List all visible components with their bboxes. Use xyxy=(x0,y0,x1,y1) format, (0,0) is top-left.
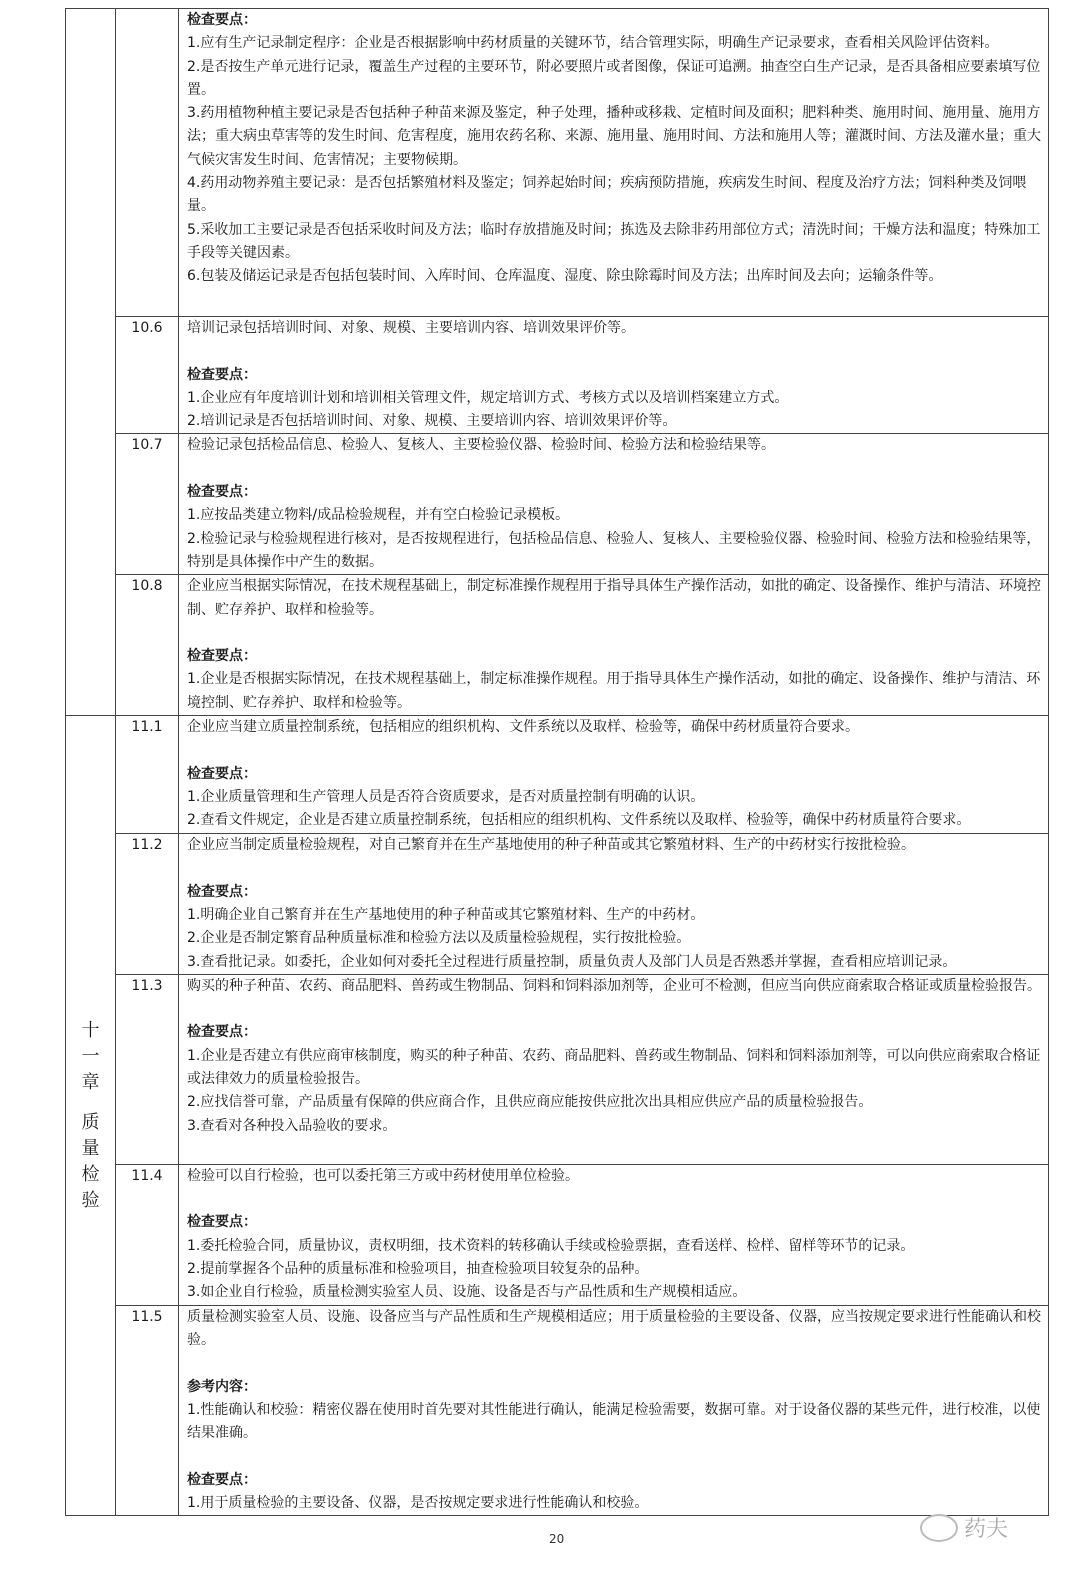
paragraph: 3.如企业自行检验，质量检测实验室人员、设施、设备是否与产品性质和生产规模相适应。 xyxy=(187,1284,747,1301)
table-row xyxy=(66,716,1049,834)
clause-number: 11.5 xyxy=(116,1305,179,1516)
paragraph: 2.培训记录是否包括培训时间、对象、规模、主要培训内容、培训效果评价等。 xyxy=(187,413,677,430)
clause-number: 11.3 xyxy=(116,974,179,1164)
clause-content xyxy=(179,974,1049,1164)
section-heading: 检查要点： xyxy=(187,1214,257,1231)
clause-content xyxy=(179,317,1049,434)
paragraph xyxy=(187,458,1042,481)
chapter-10-cell xyxy=(66,9,116,716)
paragraph: 1.应有生产记录制定程序：企业是否根据影响中药材质量的关键环节，结合管理实际，明确生产记录要求，查看相关风险评估资料。 xyxy=(187,35,999,52)
table-row xyxy=(66,1305,1049,1516)
clause-number: 11.4 xyxy=(116,1164,179,1305)
section-heading: 检查要点： xyxy=(187,484,257,501)
table-row xyxy=(66,834,1049,975)
paragraph: 检验可以自行检验，也可以委托第三方或中药材使用单位检验。 xyxy=(187,1167,579,1184)
table-row xyxy=(66,434,1049,575)
paragraph: 检验记录包括检品信息、检验人、复核人、主要检验仪器、检验时间、检验方法和检验结果等。 xyxy=(187,437,775,454)
chapter-label-char xyxy=(66,1096,115,1110)
paragraph xyxy=(187,340,1042,363)
clause-content xyxy=(179,834,1049,975)
chapter-label-char: 章 xyxy=(81,1071,100,1093)
clause-number: 10.8 xyxy=(116,575,179,716)
section-heading: 参考内容： xyxy=(187,1378,257,1395)
section-heading: 检查要点： xyxy=(187,883,257,900)
section-heading: 检查要点： xyxy=(187,648,257,665)
table-row xyxy=(66,317,1049,434)
paragraph xyxy=(187,998,1042,1021)
paragraph: 1.企业应有年度培训计划和培训相关管理文件，规定培训方式、考核方式以及培训档案建立方式。 xyxy=(187,389,789,406)
paragraph: 2.检验记录与检验规程进行核对，是否按规程进行，包括检品信息、检验人、复核人、主要检验仪器、检验时间、检验方法和检验结果等，特别是具体操作中产生的数据。 xyxy=(187,530,1041,570)
paragraph: 3.药用植物种植主要记录是否包括种子种苗来源及鉴定，种子处理，播种或移栽、定植时间及面积；肥料种类、施用时间、施用量、施用方法；重大病虫草害等的发生时间、危害程度，施用农药名称、来源、施用量、施用时间、方法和施用人等；灌溉时间、方法及灌水量；重大气候灾害发生时间、危害情况；主要物候期。 xyxy=(187,105,1041,168)
paragraph: 4.药用动物养殖主要记录：是否包括繁殖材料及鉴定；饲养起始时间；疾病预防措施，疾病发生时间、程度及治疗方法；饲料种类及饲喂量。 xyxy=(187,175,1027,215)
paragraph: 3.查看批记录。如委托，企业如何对委托全过程进行质量控制，质量负责人及部门人员是否熟悉并掌握，查看相应培训记录。 xyxy=(187,953,957,970)
paragraph: 2.是否按生产单元进行记录，覆盖生产过程的主要环节，附必要照片或者图像，保证可追溯。抽查空白生产记录，是否具备相应要素填写位置。 xyxy=(187,58,1041,98)
chapter-label-char: 验 xyxy=(81,1189,100,1211)
paragraph: 1.企业是否根据实际情况，在技术规程基础上，制定标准操作规程。用于指导具体生产操作活动，如批的确定、设备操作、维护与清洁、环境控制、贮存养护、取样和检验等。 xyxy=(187,671,1041,711)
paragraph: 1.用于质量检验的主要设备、仪器，是否按规定要求进行性能确认和校验。 xyxy=(187,1494,649,1511)
paragraph: 2.提前掌握各个品种的质量标准和检验项目，抽查检验项目较复杂的品种。 xyxy=(187,1261,649,1278)
table-row xyxy=(66,575,1049,716)
paragraph: 1.企业是否建立有供应商审核制度，购买的种子种苗、农药、商品肥料、兽药或生物制品、饲料和饲料添加剂等，可以向供应商索取合格证或法律效力的质量检验报告。 xyxy=(187,1047,1041,1088)
inspection-table xyxy=(65,8,1049,1516)
paragraph: 2.查看文件规定，企业是否建立质量控制系统，包括相应的组织机构、文件系统以及取样、检验等，确保中药材质量符合要求。 xyxy=(187,812,971,829)
paragraph xyxy=(187,739,1042,762)
table-row xyxy=(66,9,1049,317)
paragraph: 企业应当根据实际情况，在技术规程基础上，制定标准操作规程用于指导具体生产操作活动，如批的确定、设备操作、维护与清洁、环境控制、贮存养护、取样和检验等。 xyxy=(187,578,1041,618)
clause-number: 10.6 xyxy=(116,317,179,434)
clause-content xyxy=(179,1164,1049,1305)
paragraph: 质量检测实验室人员、设施、设备应当与产品性质和生产规模相适应；用于质量检验的主要设备、仪器，应当按规定要求进行性能确认和校验。 xyxy=(187,1308,1041,1348)
watermark xyxy=(920,1512,1008,1543)
paragraph: 企业应当建立质量控制系统，包括相应的组织机构、文件系统以及取样、检验等，确保中药材质量符合要求。 xyxy=(187,719,859,736)
watermark-text: 药夫 xyxy=(964,1517,1009,1542)
chapter-label-char: 十 xyxy=(81,1019,100,1041)
clause-content xyxy=(179,9,1049,317)
clause-number: 11.2 xyxy=(116,834,179,975)
wechat-icon xyxy=(920,1514,958,1542)
paragraph: 6.包装及储运记录是否包括包装时间、入库时间、仓库温度、湿度、除虫除霉时间及方法；出库时间及去向；运输条件等。 xyxy=(187,268,943,285)
paragraph: 2.企业是否制定繁育品种质量标准和检验方法以及质量检验规程，实行按批检验。 xyxy=(187,930,691,947)
paragraph xyxy=(187,622,1042,645)
paragraph: 企业应当制定质量检验规程，对自己繁育并在生产基地使用的种子种苗或其它繁殖材料、生产的中药材实行按批检验。 xyxy=(187,837,915,854)
paragraph xyxy=(187,1352,1042,1375)
chapter-label-char: 量 xyxy=(81,1137,100,1159)
chapter-label-char: 质 xyxy=(81,1111,100,1133)
paragraph: 购买的种子种苗、农药、商品肥料、兽药或生物制品、饲料和饲料添加剂等，企业可不检测，但应当向供应商索取合格证或质量检验报告。 xyxy=(187,977,1041,994)
clause-number: 11.1 xyxy=(116,716,179,834)
clause-content xyxy=(179,434,1049,575)
clause-content xyxy=(179,1305,1049,1516)
clause-number: 10.7 xyxy=(116,434,179,575)
paragraph: 1.明确企业自己繁育并在生产基地使用的种子种苗或其它繁殖材料、生产的中药材。 xyxy=(187,906,705,923)
paragraph xyxy=(187,1445,1042,1468)
section-heading: 检查要点： xyxy=(187,366,257,383)
section-heading: 检查要点： xyxy=(187,1024,257,1041)
chapter-11-label xyxy=(66,716,116,1516)
chapter-label-char: 检 xyxy=(81,1163,100,1185)
clause-content xyxy=(179,575,1049,716)
table-row xyxy=(66,974,1049,1164)
paragraph: 1.委托检验合同，质量协议，责权明细，技术资料的转移确认手续或检验票据，查看送样、检样、留样等环节的记录。 xyxy=(187,1237,915,1254)
paragraph xyxy=(187,1188,1042,1211)
page-number: 20 xyxy=(549,1532,565,1546)
clause-number xyxy=(116,9,179,317)
section-heading: 检查要点： xyxy=(187,1471,257,1488)
paragraph: 5.采收加工主要记录是否包括采收时间及方法；临时存放措施及时间；拣选及去除非药用部位方式；清洗时间；干燥方法和温度；特殊加工手段等关键因素。 xyxy=(187,221,1041,261)
paragraph: 1.企业质量管理和生产管理人员是否符合资质要求，是否对质量控制有明确的认识。 xyxy=(187,788,705,805)
section-heading: 检查要点： xyxy=(187,765,257,782)
paragraph: 1.应按品类建立物料/成品检验规程，并有空白检验记录模板。 xyxy=(187,507,570,524)
table-row xyxy=(66,1164,1049,1305)
paragraph: 培训记录包括培训时间、对象、规模、主要培训内容、培训效果评价等。 xyxy=(187,320,635,336)
paragraph xyxy=(187,857,1042,880)
paragraph: 1.性能确认和校验：精密仪器在使用时首先要对其性能进行确认，能满足检验需要，数据可靠。对于设备仪器的某些元件，进行校准，以使结果准确。 xyxy=(187,1401,1041,1442)
section-heading: 检查要点： xyxy=(187,12,257,28)
paragraph: 2.应找信誉可靠，产品质量有保障的供应商合作，且供应商应能按供应批次出具相应供应产品的质量检验报告。 xyxy=(187,1094,873,1111)
paragraph: 3.查看对各种投入品验收的要求。 xyxy=(187,1117,397,1134)
clause-content xyxy=(179,716,1049,834)
chapter-label-char: 一 xyxy=(81,1045,100,1067)
